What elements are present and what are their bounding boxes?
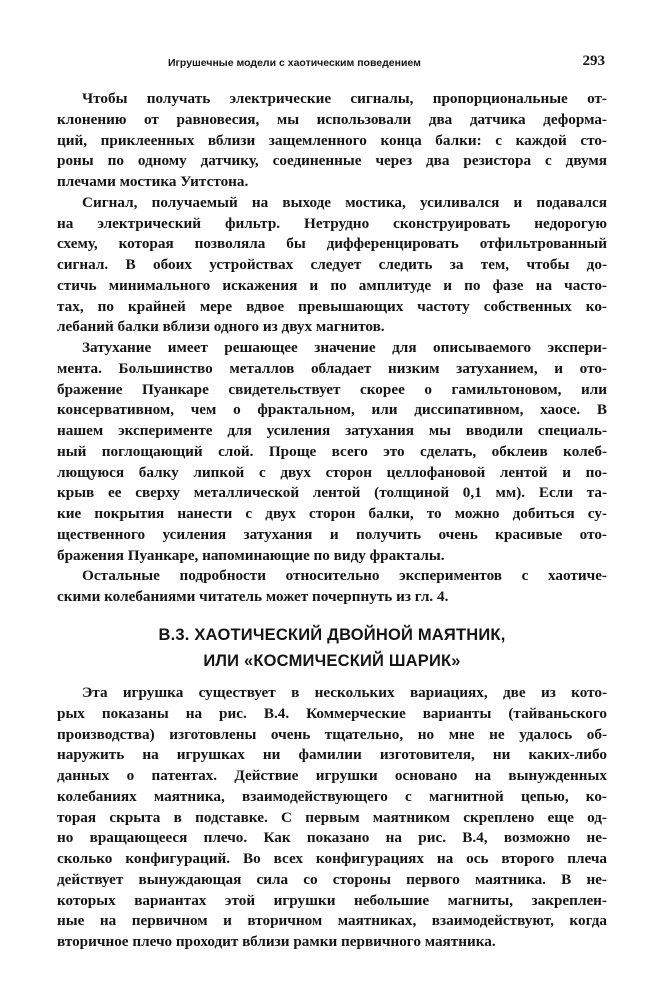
text-line: мента. Большинство металлов обладает низким затуханием, и ото- (57, 359, 607, 377)
text-line: плечами мостика Уитстона. (57, 173, 249, 190)
text-line: ный поглощающий слой. Проще всего это сделать, обклеив колеб- (57, 442, 607, 460)
text-line: кие покрытия нанести с двух сторон балки, то можно добиться су- (57, 505, 607, 522)
text-line: ций, приклеенных вблизи защемленного конца балки: с каждой сто- (57, 131, 607, 149)
text-line: тах, по крайней мере вдвое превышающих частоту собственных ко- (57, 297, 607, 315)
text-line: роны по одному датчику, соединенные через два резистора с двумя (57, 152, 607, 170)
section-heading-line-2: ИЛИ «КОСМИЧЕСКИЙ ШАРИК» (203, 652, 461, 670)
text-line: щественного усиления затухания и получить очень красивые ото- (57, 525, 607, 543)
text-line: схему, которая позволяла бы дифференцировать отфильтрованный (57, 235, 607, 253)
text-line: стичь минимального искажения и по амплитуде и по фазе на часто- (57, 276, 607, 294)
page-number: 293 (582, 53, 605, 69)
paragraph-strain-gauges (57, 89, 607, 193)
text-line: торая скрыта в подставке. С первым маятником скреплено еще од- (57, 808, 607, 826)
text-line: скими колебаниями читатель может почерпнуть из гл. 4. (57, 588, 449, 605)
paragraph-further-details (57, 566, 607, 608)
section-heading (57, 622, 607, 674)
text-line: лебаний балки вблизи одного из двух магнитов. (57, 318, 385, 336)
text-line: производства) изготовлены очень тщательно, но мне не удалось об- (57, 725, 607, 743)
text-line: лющуюся балку липкой с двух сторон целлофановой лентой и по- (57, 463, 607, 481)
text-line: ные на первичном и вторичном маятниках, взаимодействуют, когда (57, 912, 607, 930)
text-line: наружить на игрушках ни фамилии изготовителя, ни каких-либо (57, 746, 607, 764)
text-line: на электрический фильтр. Нетрудно сконструировать недорогую (57, 214, 607, 232)
text-line: которых вариантах этой игрушки небольшие магниты, закреплен- (57, 891, 607, 909)
text-line: Эта игрушка существует в нескольких вариациях, две из кото- (82, 684, 607, 701)
text-line: бражение Пуанкаре свидетельствует скорее о гамильтоновом, или (57, 380, 607, 398)
paragraph-double-pendulum (57, 683, 607, 953)
paragraph-signal-filter (57, 193, 607, 338)
text-line: сигнал. В обоих устройствах следует следить за тем, чтобы до- (57, 256, 607, 273)
text-line: Чтобы получать электрические сигналы, пропорциональные от- (82, 90, 607, 107)
text-line: Сигнал, получаемый на выходе мостика, усиливался и подавался (82, 193, 607, 211)
text-line: сколько конфигураций. Во всех конфигурациях на ось второго плеча (57, 850, 607, 867)
text-line: Остальные подробности относительно экспериментов с хаотиче- (82, 567, 607, 585)
text-line: вторичное плечо проходит вблизи рамки первичного маятника. (57, 933, 496, 950)
text-line: действует вынуждающая сила со стороны первого маятника. В не- (57, 870, 607, 888)
text-line: крыв ее сверху металлической лентой (толщиной 0,1 мм). Если та- (57, 484, 607, 502)
section-body-text (57, 683, 607, 953)
text-line: рых показаны на рис. В.4. Коммерческие варианты (тайваньского (57, 704, 607, 722)
running-title: Игрушечные модели с хаотическим поведением (168, 57, 421, 69)
section-heading-line-1: В.3. ХАОТИЧЕСКИЙ ДВОЙНОЙ МАЯТНИК, (158, 626, 506, 644)
text-line: клонению от равновесия, мы использовали два датчика деформа- (57, 110, 607, 128)
text-line: но вращающееся плечо. Как показано на рис. В.4, возможно не- (57, 829, 607, 847)
text-line: Затухание имеет решающее значение для описываемого экспери- (82, 339, 607, 356)
paragraph-damping (57, 338, 607, 566)
text-line: бражения Пуанкаре, напоминающие по виду фракталы. (57, 546, 445, 564)
text-line: данных о патентах. Действие игрушки основано на вынужденных (57, 767, 607, 784)
text-line: консервативном, чем о фрактальном, или диссипативном, хаосе. В (57, 401, 607, 419)
text-line: колебаниях маятника, взаимодействующего с магнитной цепью, ко- (57, 787, 607, 805)
text-line: нашем эксперименте для усиления затухания мы вводили специаль- (57, 422, 607, 439)
body-text (57, 89, 607, 608)
